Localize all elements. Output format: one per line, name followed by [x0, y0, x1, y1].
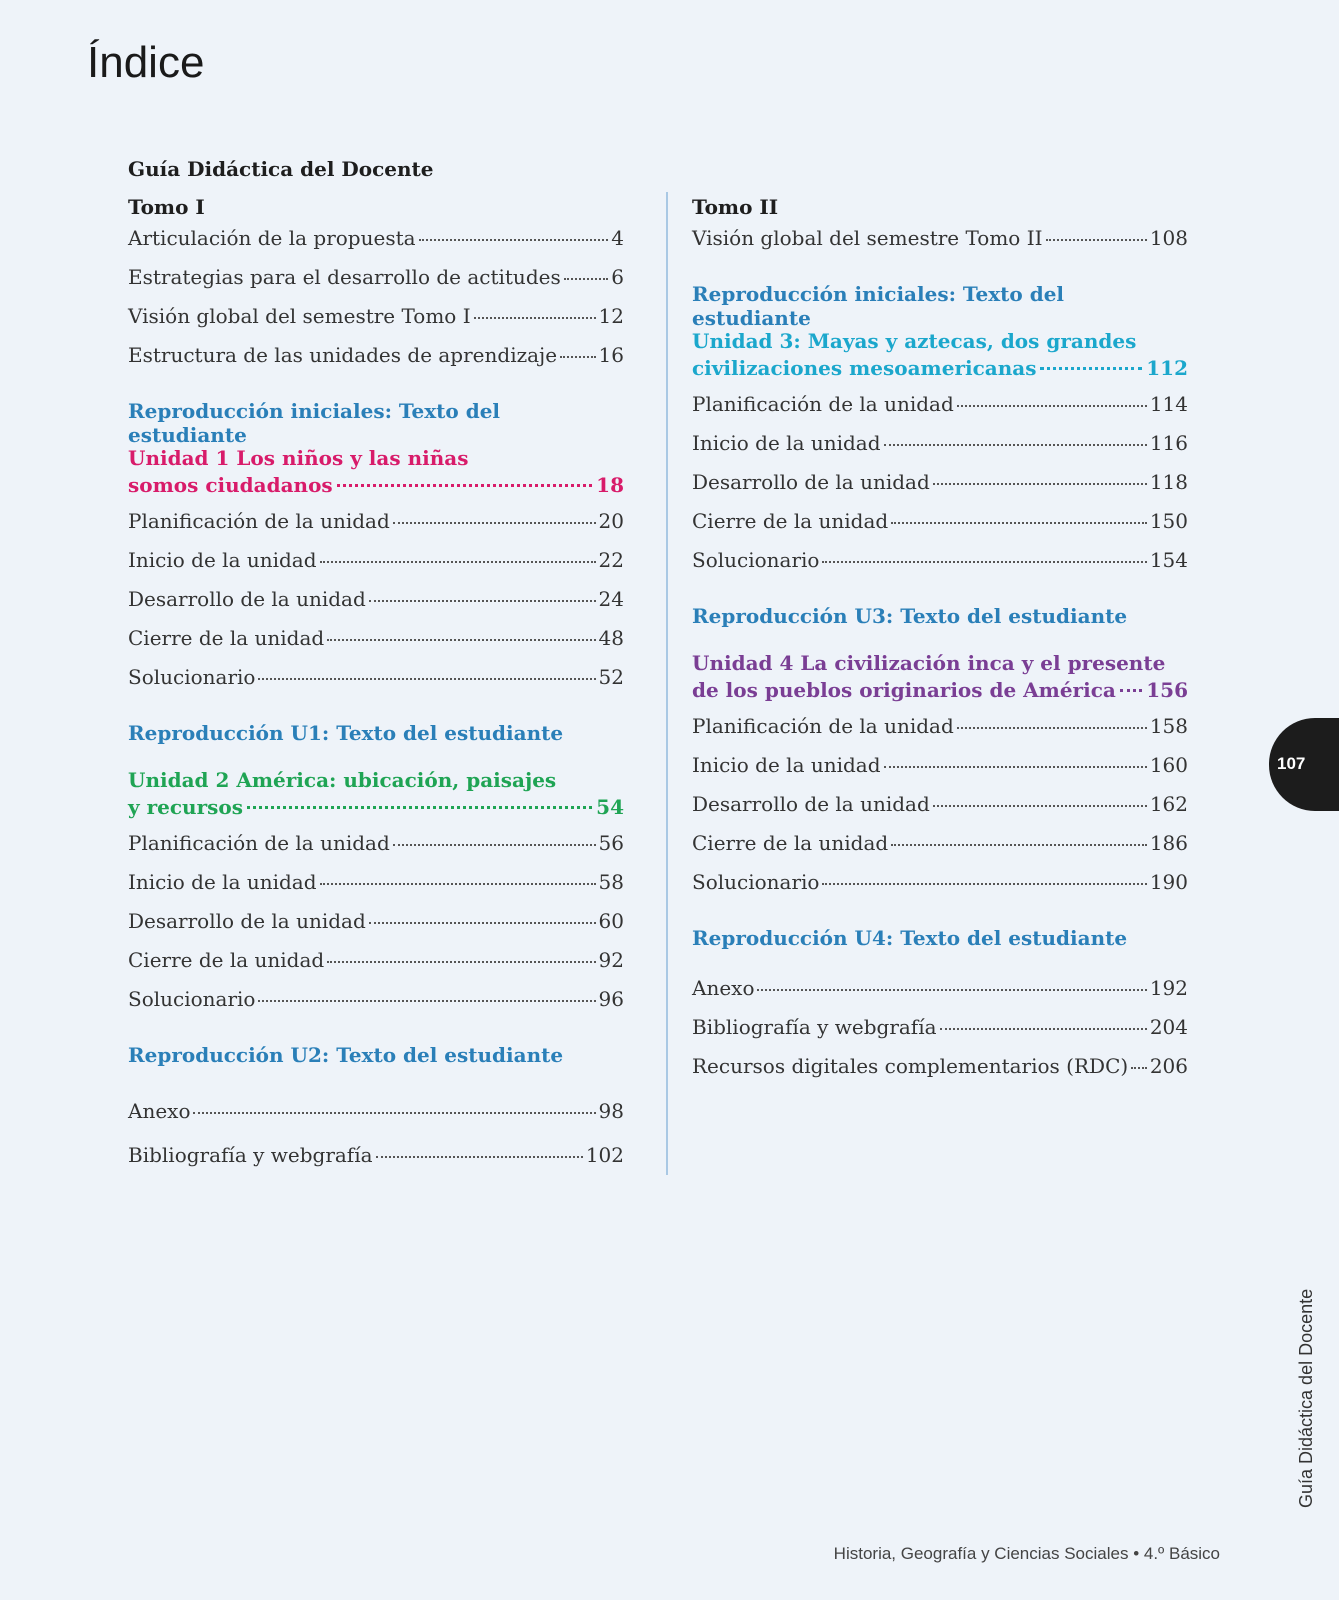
- toc-entry[interactable]: [128, 548, 624, 587]
- toc-entry[interactable]: [128, 626, 624, 665]
- toc-entry-label: Anexo: [128, 1099, 191, 1123]
- toc-entry-page: 12: [598, 304, 624, 328]
- toc-entry-page: 6: [611, 265, 624, 289]
- dot-leader: [822, 883, 1146, 885]
- toc-entry[interactable]: [692, 1015, 1188, 1054]
- toc-entry[interactable]: [128, 587, 624, 626]
- toc-entry[interactable]: [692, 870, 1188, 909]
- section-heading[interactable]: Reproducción iniciales: Texto del estudiante: [128, 399, 501, 447]
- section-heading[interactable]: Reproducción U3: Texto del estudiante: [692, 604, 1128, 628]
- dot-leader: [376, 1156, 583, 1158]
- page-number: 107: [1277, 754, 1306, 773]
- unit-4-items: [692, 714, 1188, 909]
- section-heading[interactable]: Reproducción U1: Texto del estudiante: [128, 721, 564, 745]
- dot-leader: [258, 678, 595, 680]
- page-title: Índice: [87, 38, 205, 87]
- dot-leader: [822, 561, 1146, 563]
- toc-entry-page: 116: [1149, 431, 1188, 455]
- toc-entry-page: 56: [598, 831, 624, 855]
- toc-entry-page: 24: [598, 587, 624, 611]
- column-divider: [666, 192, 668, 1175]
- toc-entry-label: Inicio de la unidad: [128, 548, 317, 572]
- unit-4-entry[interactable]: [692, 648, 1188, 704]
- toc-entry-page: 160: [1149, 753, 1188, 777]
- toc-entry-page: 22: [598, 548, 624, 572]
- toc-entry-page: 96: [598, 987, 624, 1011]
- toc-entry-label: Estrategias para el desarrollo de actitudes: [128, 265, 561, 289]
- toc-entry-label: Solucionario: [128, 987, 256, 1011]
- unit-2-items: [128, 831, 624, 1026]
- toc-entry[interactable]: [128, 226, 624, 265]
- toc-entry[interactable]: [128, 987, 624, 1026]
- left-extras: [128, 1099, 624, 1187]
- toc-entry[interactable]: [692, 753, 1188, 792]
- toc-entry-page: 206: [1149, 1054, 1188, 1078]
- toc-entry-page: 186: [1149, 831, 1188, 855]
- left-column: [128, 150, 624, 1187]
- dot-leader: [560, 356, 595, 358]
- dot-leader: [1046, 239, 1147, 241]
- dot-leader: [957, 727, 1147, 729]
- toc-entry-label: Cierre de la unidad: [128, 626, 325, 650]
- dot-leader: [884, 444, 1147, 446]
- toc-entry-label: Planificación de la unidad: [128, 831, 390, 855]
- toc-entry-label: Inicio de la unidad: [692, 431, 881, 455]
- toc-entry[interactable]: [692, 831, 1188, 870]
- tomo-1-heading: Tomo I: [128, 195, 205, 219]
- unit-title-line2: civilizaciones mesoamericanas: [692, 356, 1037, 380]
- toc-entry-label: Visión global del semestre Tomo II: [692, 226, 1043, 250]
- unit-title-line2: y recursos: [128, 795, 243, 819]
- toc-entry-label: Anexo: [692, 976, 755, 1000]
- toc-entry-page: 16: [598, 343, 624, 367]
- dot-leader: [564, 278, 609, 280]
- toc-entry-label: Solucionario: [128, 665, 256, 689]
- toc-entry-page: 4: [611, 226, 624, 250]
- unit-3-entry[interactable]: [692, 326, 1188, 382]
- dot-leader: [891, 522, 1147, 524]
- toc-entry-page: 204: [1149, 1015, 1188, 1039]
- dot-leader: [891, 844, 1147, 846]
- toc-entry[interactable]: [128, 948, 624, 987]
- toc-entry-page: 60: [598, 909, 624, 933]
- page-number-tab: [1269, 718, 1339, 811]
- tomo-2-intro-list: [692, 226, 1188, 265]
- dot-leader: [193, 1112, 595, 1114]
- toc-entry-label: Inicio de la unidad: [128, 870, 317, 894]
- dot-leader: [933, 805, 1147, 807]
- toc-entry[interactable]: [692, 226, 1188, 265]
- toc-entry-page: 118: [1149, 470, 1188, 494]
- dot-leader: [393, 844, 596, 846]
- toc-entry-page: 114: [1149, 392, 1188, 416]
- toc-entry[interactable]: [692, 1054, 1188, 1093]
- dot-leader: [320, 883, 596, 885]
- toc-entry-label: Solucionario: [692, 870, 820, 894]
- toc-entry-label: Cierre de la unidad: [128, 948, 325, 972]
- toc-entry[interactable]: [692, 509, 1188, 548]
- side-label: Guía Didáctica del Docente: [1296, 1288, 1316, 1508]
- toc-entry[interactable]: [692, 392, 1188, 431]
- toc-entry-page: 108: [1149, 226, 1188, 250]
- toc-entry-label: Desarrollo de la unidad: [692, 792, 930, 816]
- unit-page: 54: [596, 795, 624, 819]
- dot-leader: [258, 1000, 595, 1002]
- toc-entry-label: Solucionario: [692, 548, 820, 572]
- toc-entry-page: 192: [1149, 976, 1188, 1000]
- toc-entry[interactable]: [692, 976, 1188, 1015]
- toc-entry-label: Planificación de la unidad: [692, 392, 954, 416]
- toc-entry-page: 52: [598, 665, 624, 689]
- toc-entry-page: 20: [598, 509, 624, 533]
- toc-entry-label: Bibliografía y webgrafía: [128, 1143, 373, 1167]
- unit-2-entry[interactable]: [128, 765, 624, 821]
- toc-entry[interactable]: [128, 1099, 624, 1143]
- dot-leader: [419, 239, 609, 241]
- section-heading[interactable]: Reproducción U2: Texto del estudiante: [128, 1043, 564, 1067]
- dot-leader: [327, 961, 595, 963]
- toc-entry-label: Bibliografía y webgrafía: [692, 1015, 937, 1039]
- toc-entry-page: 92: [598, 948, 624, 972]
- tomo-2-heading: Tomo II: [692, 195, 779, 219]
- dot-leader: [884, 766, 1147, 768]
- toc-entry[interactable]: [128, 870, 624, 909]
- tomo-1-intro-list: [128, 226, 624, 382]
- toc-entry[interactable]: [692, 792, 1188, 831]
- unit-page: 18: [596, 473, 624, 497]
- unit-title-line2: somos ciudadanos: [128, 473, 333, 497]
- unit-title-line1: Unidad 4 La civilización inca y el presente: [692, 651, 1166, 675]
- toc-entry-label: Cierre de la unidad: [692, 831, 889, 855]
- toc-entry-label: Planificación de la unidad: [128, 509, 390, 533]
- toc-entry-label: Inicio de la unidad: [692, 753, 881, 777]
- toc-entry[interactable]: [128, 265, 624, 304]
- dot-leader: [1131, 1067, 1147, 1069]
- section-heading[interactable]: Reproducción iniciales: Texto del estudiante: [692, 282, 1065, 330]
- dot-leader: [957, 405, 1147, 407]
- toc-entry-page: 158: [1149, 714, 1188, 738]
- dot-leader: [940, 1028, 1147, 1030]
- unit-3-items: [692, 392, 1188, 587]
- toc-entry-label: Desarrollo de la unidad: [692, 470, 930, 494]
- toc-entry-page: 48: [598, 626, 624, 650]
- dot-leader: [320, 561, 596, 563]
- dot-leader: [369, 922, 596, 924]
- unit-page: 112: [1146, 356, 1188, 380]
- toc-entry-label: Recursos digitales complementarios (RDC): [692, 1054, 1129, 1078]
- toc-entry[interactable]: [128, 665, 624, 704]
- dot-leader: [474, 317, 596, 319]
- dot-leader: [393, 522, 596, 524]
- toc-entry-label: Estructura de las unidades de aprendizaje: [128, 343, 558, 367]
- right-column: [692, 188, 1188, 1093]
- toc-entry-page: 150: [1149, 509, 1188, 533]
- toc-entry-page: 102: [585, 1143, 624, 1167]
- toc-entry-page: 162: [1149, 792, 1188, 816]
- unit-title-line1: Unidad 1 Los niños y las niñas: [128, 446, 469, 470]
- toc-entry[interactable]: [692, 470, 1188, 509]
- toc-entry-page: 190: [1149, 870, 1188, 894]
- dot-leader: [933, 483, 1147, 485]
- section-heading[interactable]: Reproducción U4: Texto del estudiante: [692, 926, 1128, 950]
- toc-entry[interactable]: [128, 343, 624, 382]
- footer-text: Historia, Geografía y Ciencias Sociales • 4.º Básico: [833, 1544, 1220, 1563]
- unit-page: 156: [1146, 678, 1188, 702]
- toc-entry[interactable]: [128, 304, 624, 343]
- unit-1-items: [128, 509, 624, 704]
- toc-entry-label: Planificación de la unidad: [692, 714, 954, 738]
- toc-entry[interactable]: [692, 548, 1188, 587]
- toc-entry-label: Articulación de la propuesta: [128, 226, 416, 250]
- toc-entry[interactable]: [128, 831, 624, 870]
- right-extras: [692, 976, 1188, 1093]
- toc-entry-label: Desarrollo de la unidad: [128, 587, 366, 611]
- toc-entry[interactable]: [692, 714, 1188, 753]
- toc-entry-label: Desarrollo de la unidad: [128, 909, 366, 933]
- toc-entry-page: 98: [598, 1099, 624, 1123]
- toc-entry-label: Cierre de la unidad: [692, 509, 889, 533]
- unit-title-line2: de los pueblos originarios de América: [692, 678, 1116, 702]
- dot-leader: [327, 639, 595, 641]
- unit-1-entry[interactable]: [128, 443, 624, 499]
- toc-entry[interactable]: [128, 509, 624, 548]
- toc-entry[interactable]: [128, 1143, 624, 1187]
- unit-title-line1: Unidad 2 América: ubicación, paisajes: [128, 768, 557, 792]
- toc-entry-page: 154: [1149, 548, 1188, 572]
- toc-entry[interactable]: [692, 431, 1188, 470]
- toc-entry-label: Visión global del semestre Tomo I: [128, 304, 471, 328]
- dot-leader: [369, 600, 596, 602]
- guide-title: Guía Didáctica del Docente: [128, 157, 434, 181]
- dot-leader: [757, 989, 1146, 991]
- toc-entry[interactable]: [128, 909, 624, 948]
- unit-title-line1: Unidad 3: Mayas y aztecas, dos grandes: [692, 329, 1137, 353]
- toc-entry-page: 58: [598, 870, 624, 894]
